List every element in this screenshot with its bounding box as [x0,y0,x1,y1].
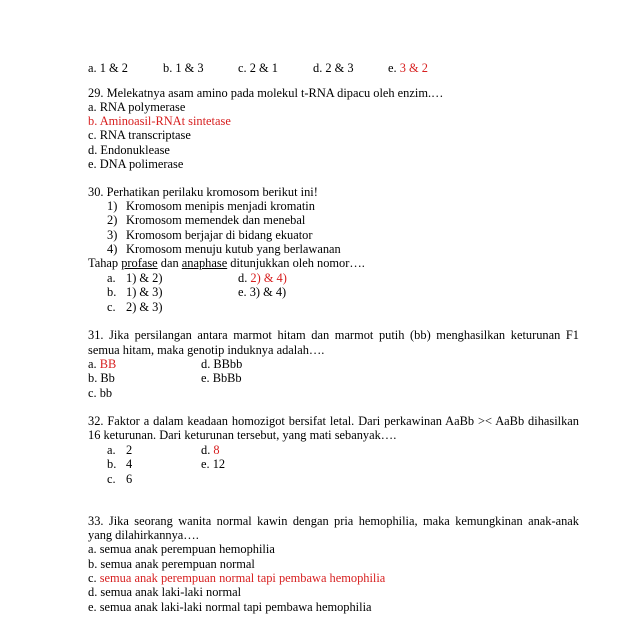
q33-option-e: e. semua anak laki-laki normal tapi pembawa hemophilia [88,600,372,614]
q32-option-text: 6 [126,472,133,486]
q30-option-label: c. [107,300,116,314]
q32-option-text: 4 [126,457,133,471]
q33-option-b: b. semua anak perempuan normal [88,557,255,571]
q32-answer: 8 [213,443,220,457]
q30-term-profase: profase [121,256,158,270]
q30-item-num: 2) [107,213,118,227]
q31-option-c: c. bb [88,386,113,400]
q30-item-text: Kromosom memendek dan menebal [126,213,306,227]
q29-question: 29. Melekatnya asam amino pada molekul t-RNA dipacu oleh enzim.… [88,86,444,100]
q30-item-text: Kromosom menuju kutub yang berlawanan [126,242,341,256]
q33-answer: semua anak perempuan normal tapi pembawa hemophilia [99,571,386,585]
q30-item-num: 3) [107,228,118,242]
q32-option-d-label: d. [201,443,211,457]
q32-question-line1: 32. Faktor a dalam keadaan homozigot bersifat letal. Dari perkawinan AaBb >< AaBb dihasilkan [88,414,579,428]
q33-question-line1: 33. Jika seorang wanita normal kawin dengan pria hemophilia, maka kemungkinan anak-anak [88,514,579,528]
q30-option-label: a. [107,271,116,285]
q32-option-label: b. [107,457,117,471]
q33-option-d: d. semua anak laki-laki normal [88,585,242,599]
q28-option-c: c. 2 & 1 [238,61,278,75]
q31-option-a-label: a. [88,357,97,371]
q28-answer: 3 & 2 [399,61,428,75]
q30-stem-part: ditunjukkan oleh nomor…. [230,256,365,270]
q29-answer-b: b. Aminoasil-RNAt sintetase [88,114,231,128]
q32-option-d [201,443,220,458]
q30-stem-part: Tahap [88,256,119,270]
q30-item-num: 1) [107,199,118,213]
q30-option-e: e. 3) & 4) [238,285,287,299]
q32-option-label: c. [107,472,116,486]
q32-option-text: 2 [126,443,133,457]
q30-item-text: Kromosom berjajar di bidang ekuator [126,228,313,242]
q30-option-text: 1) & 3) [126,285,163,299]
q31-option-a [88,357,116,372]
q31-option-d: d. BBbb [201,357,243,371]
q30-item-text: Kromosom menipis menjadi kromatin [126,199,315,213]
q30-stem [88,256,365,271]
q30-answer: 2) & 4) [250,271,287,285]
q28-option-e [388,61,428,76]
q29-option-d: d. Endonuklease [88,143,170,157]
q31-answer: BB [99,357,117,371]
q29-option-c: c. RNA transcriptase [88,128,191,142]
q30-option-text: 2) & 3) [126,300,163,314]
q28-option-e-label: e. [388,61,397,75]
q29-option-a: a. RNA polymerase [88,100,186,114]
q31-question-line1: 31. Jika persilangan antara marmot hitam dan marmot putih (bb) menghasilkan keturunan F1 [88,328,579,342]
q32-option-label: a. [107,443,116,457]
q30-option-d [238,271,287,286]
q28-option-b: b. 1 & 3 [163,61,204,75]
q32-option-e: e. 12 [201,457,226,471]
q33-option-c [88,571,385,586]
q30-stem-part: dan [160,256,179,270]
q32-question-line2: 16 keturunan. Dari keturunan tersebut, yang mati sebanyak…. [88,428,397,442]
q33-question-line2: yang dilahirkannya…. [88,528,199,542]
q31-option-e: e. BbBb [201,371,242,385]
q30-option-label: b. [107,285,117,299]
q30-option-text: 1) & 2) [126,271,163,285]
q33-option-a: a. semua anak perempuan hemophilia [88,542,275,556]
q30-option-d-label: d. [238,271,248,285]
q31-option-b: b. Bb [88,371,115,385]
q30-item-num: 4) [107,242,118,256]
q33-option-c-label: c. [88,571,97,585]
q28-option-a: a. 1 & 2 [88,61,128,75]
q30-question: 30. Perhatikan perilaku kromosom berikut ini! [88,185,318,199]
q29-option-e: e. DNA polimerase [88,157,184,171]
q28-option-d: d. 2 & 3 [313,61,354,75]
q30-term-anaphase: anaphase [181,256,228,270]
q31-question-line2: semua hitam, maka genotip induknya adalah…. [88,343,325,357]
